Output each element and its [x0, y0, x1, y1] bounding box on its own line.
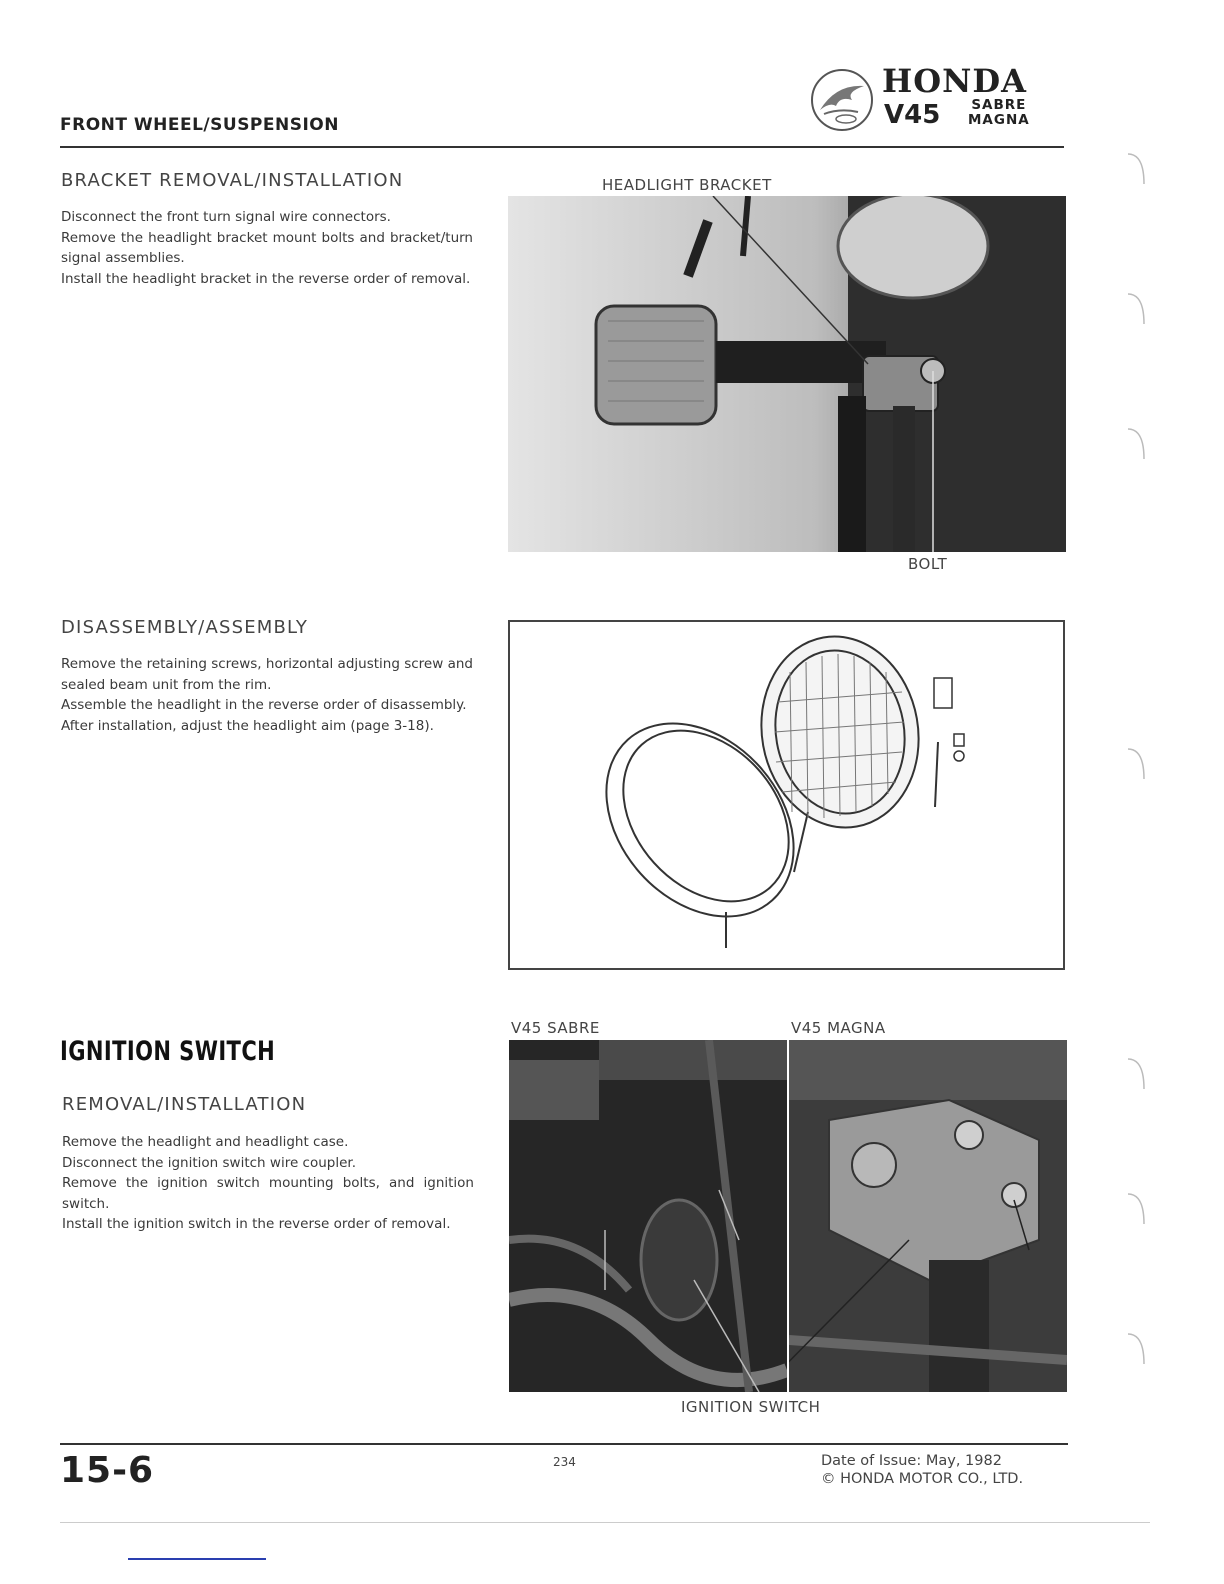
headlight-bracket-label: HEADLIGHT BRACKET	[602, 176, 772, 194]
disassembly-title: DISASSEMBLY/ASSEMBLY	[61, 617, 309, 638]
binder-mark-6	[1126, 1190, 1146, 1228]
v45-magna-label: V45 MAGNA	[791, 1019, 886, 1037]
issue-info	[821, 1452, 1023, 1488]
disassembly-text	[61, 654, 473, 736]
header-rule	[60, 146, 1064, 148]
scan-edge-line	[60, 1522, 1150, 1523]
section-title: FRONT WHEEL/SUSPENSION	[60, 115, 339, 135]
disassembly-line-2: Assemble the headlight in the reverse order of disassembly.	[61, 697, 467, 713]
bolt-label: BOLT	[908, 555, 948, 573]
ignition-line-3: Remove the ignition switch mounting bolts, and ignition switch.	[62, 1175, 474, 1212]
footer-rule	[60, 1443, 1068, 1445]
variant-sabre: SABRE	[971, 97, 1027, 113]
headlight-bracket-photo	[508, 196, 1066, 552]
binder-mark-1	[1126, 150, 1146, 188]
ignition-title: REMOVAL/INSTALLATION	[62, 1094, 307, 1115]
sequence-number: 234	[553, 1455, 576, 1469]
ignition-line-4: Install the ignition switch in the reverse order of removal.	[62, 1216, 451, 1232]
page-number: 15-6	[60, 1450, 155, 1491]
binder-mark-7	[1126, 1330, 1146, 1368]
bracket-line-2: Remove the headlight bracket mount bolts and bracket/turn signal assemblies.	[61, 229, 473, 266]
bracket-text	[61, 207, 473, 289]
ignition-switch-label: IGNITION SWITCH	[681, 1398, 821, 1416]
binder-mark-3	[1126, 425, 1146, 463]
binder-mark-2	[1126, 290, 1146, 328]
bracket-title: BRACKET REMOVAL/INSTALLATION	[61, 170, 404, 191]
disassembly-line-3: After installation, adjust the headlight aim (page 3-18).	[61, 717, 434, 734]
brand-name: HONDA	[882, 62, 1027, 100]
ignition-line-2: Disconnect the ignition switch wire coupler.	[62, 1154, 357, 1171]
ignition-line-1: Remove the headlight and headlight case.	[62, 1134, 349, 1150]
sabre-ignition-photo	[509, 1040, 787, 1392]
wing-emblem-icon	[806, 62, 876, 138]
bracket-line-3: Install the headlight bracket in the reverse order of removal.	[61, 270, 471, 287]
copyright: © HONDA MOTOR CO., LTD.	[821, 1471, 1024, 1487]
magna-ignition-photo	[789, 1040, 1067, 1392]
binder-mark-4	[1126, 745, 1146, 783]
model-variants	[968, 98, 1030, 128]
model-name: V45	[884, 100, 941, 130]
binder-mark-5	[1126, 1055, 1146, 1093]
bracket-line-1: Disconnect the front turn signal wire connectors.	[61, 209, 391, 225]
disassembly-line-1: Remove the retaining screws, horizontal adjusting screw and sealed beam unit from the rim.	[61, 656, 473, 693]
headlight-exploded-diagram	[508, 620, 1065, 970]
ignition-switch-heading: IGNITION SWITCH	[60, 1036, 276, 1067]
ignition-text	[62, 1132, 474, 1235]
v45-sabre-label: V45 SABRE	[511, 1019, 600, 1037]
variant-magna: MAGNA	[968, 112, 1030, 128]
bottom-link-underline	[128, 1558, 266, 1560]
issue-date: Date of Issue: May, 1982	[821, 1453, 1002, 1469]
